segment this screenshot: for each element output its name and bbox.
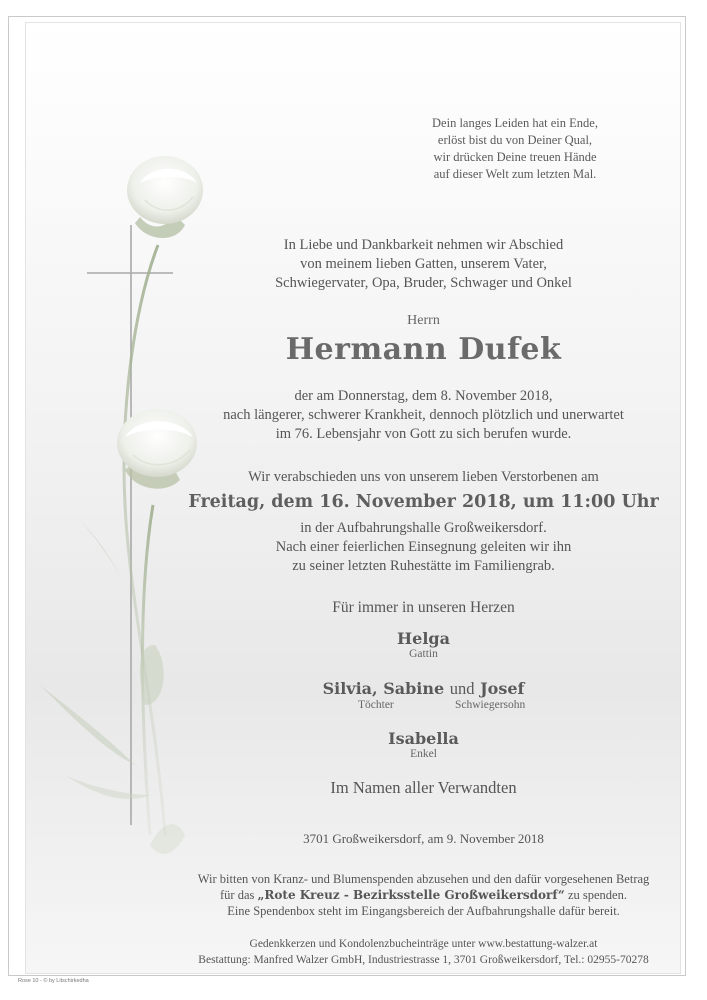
donation-line: Wir bitten von Kranz- und Blumenspenden abzusehen und den dafür vorgesehenen Betrag — [197, 872, 650, 886]
poem-line: erlöst bist du von Deiner Qual, — [437, 133, 593, 147]
donation-pre: für das — [220, 888, 258, 902]
donation-organization: „Rote Kreuz - Bezirksstelle Großweikersdorf“ — [257, 888, 565, 902]
deceased-name: Hermann Dufek — [285, 332, 562, 367]
death-line: im 76. Lebensjahr von Gott zu sich berufen wurde. — [275, 426, 572, 442]
donation-line: Eine Spendenbox steht im Eingangsbereich der Aufbahrungshalle dafür bereit. — [227, 904, 620, 918]
relative-role: Enkel — [410, 748, 437, 760]
relative-children — [70, 679, 707, 713]
donation-post: zu spenden. — [564, 888, 627, 902]
poem-line: auf dieser Welt zum letzten Mal. — [433, 167, 597, 181]
intro-text — [70, 236, 707, 293]
footer-line: Bestattung: Manfred Walzer GmbH, Industriestrasse 1, 3701 Großweikersdorf, Tel.: 02955-70278 — [198, 954, 649, 966]
ceremony-line: zu seiner letzten Ruhestätte im Familiengrab. — [292, 558, 555, 574]
ceremony-line: Nach einer feierlichen Einsegnung geleiten wir ihn — [275, 539, 572, 555]
relative-role: Gattin — [409, 648, 438, 660]
children-und: und — [449, 679, 475, 698]
footer — [70, 936, 707, 968]
donation-line — [70, 887, 707, 903]
poem-line: Dein langes Leiden hat ein Ende, — [432, 116, 598, 130]
relative-name: Helga — [397, 629, 450, 648]
poem — [390, 115, 640, 183]
children-role: Töchter — [358, 699, 394, 711]
relative-isabella — [70, 729, 707, 760]
death-line: nach längerer, schwerer Krankheit, dennoch plötzlich und unerwartet — [223, 407, 624, 423]
rose-top-icon — [127, 156, 203, 238]
intro-line: In Liebe und Dankbarkeit nehmen wir Abschied — [283, 237, 564, 253]
death-line: der am Donnerstag, dem 8. November 2018, — [294, 388, 553, 404]
all-relatives: Im Namen aller Verwandten — [330, 778, 517, 797]
partner-name: Josef — [480, 679, 525, 698]
relative-name: Isabella — [388, 729, 459, 748]
poem-line: wir drücken Deine treuen Hände — [433, 150, 597, 164]
partner-role: Schwiegersohn — [455, 699, 526, 711]
ceremony-text — [70, 519, 707, 576]
intro-line: Schwiegervater, Opa, Bruder, Schwager und Onkel — [275, 275, 572, 291]
death-text — [70, 387, 707, 444]
intro-line: von meinem lieben Gatten, unserem Vater, — [300, 256, 547, 272]
image-credit: Rose 10 - © by Litschirkedha — [18, 978, 89, 984]
farewell-intro: Wir verabschieden uns von unserem lieben Verstorbenen am — [248, 469, 599, 485]
farewell-date: Freitag, dem 16. November 2018, um 11:00 Uhr — [188, 492, 659, 512]
ceremony-line: in der Aufbahrungshalle Großweikersdorf. — [300, 520, 547, 536]
donation-note — [70, 871, 707, 919]
salutation: Herrn — [407, 313, 440, 328]
children-names: Silvia, Sabine — [322, 679, 445, 698]
relative-helga — [70, 629, 707, 660]
place-date: 3701 Großweikersdorf, am 9. November 2018 — [303, 831, 544, 846]
footer-line: Gedenkkerzen und Kondolenzbucheinträge unter www.bestattung-walzer.at — [249, 938, 598, 950]
in-hearts: Für immer in unseren Herzen — [332, 599, 515, 616]
